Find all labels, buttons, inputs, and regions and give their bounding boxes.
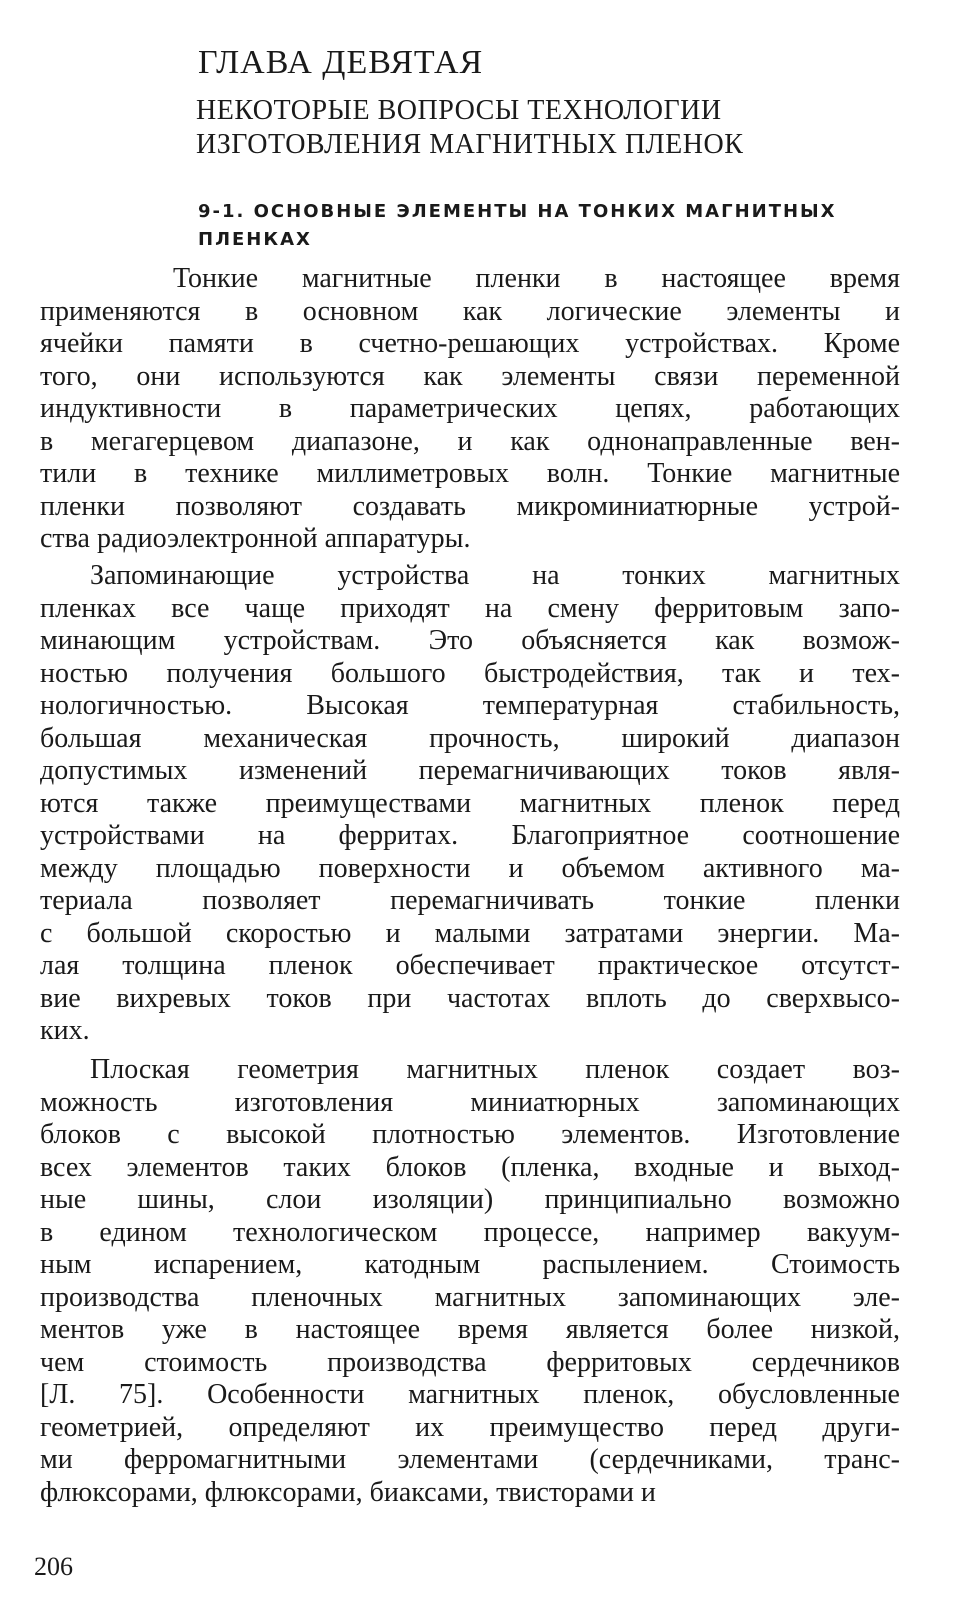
paragraph-line: ностью получения большого быстродействия, так и тех- — [40, 657, 900, 689]
paragraph-line: Запоминающие устройства на тонких магнитных — [90, 560, 900, 591]
paragraph-line: Тонкие магнитные пленки в настоящее время — [173, 263, 900, 294]
paragraph-line: ментов уже в настоящее время является более низкой, — [40, 1314, 900, 1345]
paragraph-line: с большой скоростью и малыми затратами энергии. Ма- — [40, 917, 900, 949]
chapter-subtitle — [196, 94, 743, 162]
paragraph-line: между площадью поверхности и объемом активного ма- — [40, 852, 900, 884]
paragraph-line: в мегагерцевом диапазоне, и как однонаправленные вен- — [40, 425, 900, 457]
section-heading-line: 9-1. ОСНОВНЫЕ ЭЛЕМЕНТЫ НА ТОНКИХ МАГНИТНЫХ — [198, 201, 837, 222]
paragraph-line: пленках все чаще приходят на смену ферритовым запо- — [40, 592, 900, 624]
paragraph-line: Плоская геометрия магнитных пленок создает воз- — [90, 1054, 900, 1085]
paragraph-line: большая механическая прочность, широкий диапазон — [40, 722, 900, 754]
paragraph-line: применяются в основном как логические элементы и — [40, 295, 900, 327]
paragraph-line: индуктивности в параметрических цепях, работающих — [40, 393, 900, 424]
section-heading — [198, 198, 837, 254]
paragraph-line: всех элементов таких блоков (пленка, входные и выход- — [40, 1151, 900, 1183]
paragraph-line: геометрией, определяют их преимущество перед други- — [40, 1411, 900, 1443]
paragraph-line: териала позволяет перемагничивать тонкие пленки — [40, 885, 900, 916]
paragraph-line: ячейки памяти в счетно-решающих устройствах. Кроме — [40, 328, 900, 359]
paragraph-line: нологичностью. Высокая температурная стабильность, — [40, 690, 900, 721]
paragraph-line: пленки позволяют создавать микроминиатюрные устрой- — [40, 490, 900, 522]
paragraph-line: ются также преимуществами магнитных пленок перед — [40, 787, 900, 819]
paragraph-line: ми ферромагнитными элементами (сердечниками, транс- — [40, 1444, 900, 1475]
paragraph-line: тили в технике миллиметровых волн. Тонкие магнитные — [40, 458, 900, 489]
paragraph-storage-devices — [40, 560, 900, 1048]
paragraph-intro — [40, 263, 900, 556]
page-number: 206 — [34, 1552, 73, 1581]
paragraph-line: вие вихревых токов при частотах вплоть до сверхвысо- — [40, 982, 900, 1014]
chapter-title: ГЛАВА ДЕВЯТАЯ — [198, 44, 484, 81]
paragraph-line: можность изготовления миниатюрных запоминающих — [40, 1086, 900, 1118]
paragraph-line: чем стоимость производства ферритовых сердечников — [40, 1346, 900, 1378]
paragraph-line: ких. — [40, 1015, 90, 1046]
paragraph-line: в едином технологическом процессе, например вакуум- — [40, 1216, 900, 1248]
paragraph-line: ным испарением, катодным распылением. Стоимость — [40, 1249, 900, 1280]
paragraph-line: ства радиоэлектронной аппаратуры. — [40, 523, 471, 554]
paragraph-line: блоков с высокой плотностью элементов. Изготовление — [40, 1119, 900, 1150]
paragraph-planar-geometry — [40, 1054, 900, 1509]
paragraph-line: [Л. 75]. Особенности магнитных пленок, обусловленные — [40, 1379, 900, 1410]
section-heading-line: ПЛЕНКАХ — [198, 229, 312, 250]
chapter-subtitle-line: ИЗГОТОВЛЕНИЯ МАГНИТНЫХ ПЛЕНОК — [196, 129, 744, 160]
paragraph-line: ные шины, слои изоляции) принципиально возможно — [40, 1184, 900, 1215]
paragraph-line: производства пленочных магнитных запоминающих эле- — [40, 1281, 900, 1313]
chapter-subtitle-line: НЕКОТОРЫЕ ВОПРОСЫ ТЕХНОЛОГИИ — [196, 95, 722, 126]
paragraph-line: того, они используются как элементы связи переменной — [40, 360, 900, 392]
paragraph-line: лая толщина пленок обеспечивает практическое отсутст- — [40, 950, 900, 981]
paragraph-line: флюксорами, флюксорами, биаксами, твисторами и — [40, 1476, 656, 1508]
paragraph-line: допустимых изменений перемагничивающих токов явля- — [40, 755, 900, 786]
paragraph-line: устройствами на ферритах. Благоприятное соотношение — [40, 820, 900, 851]
paragraph-line: минающим устройствам. Это объясняется как возмож- — [40, 625, 900, 656]
